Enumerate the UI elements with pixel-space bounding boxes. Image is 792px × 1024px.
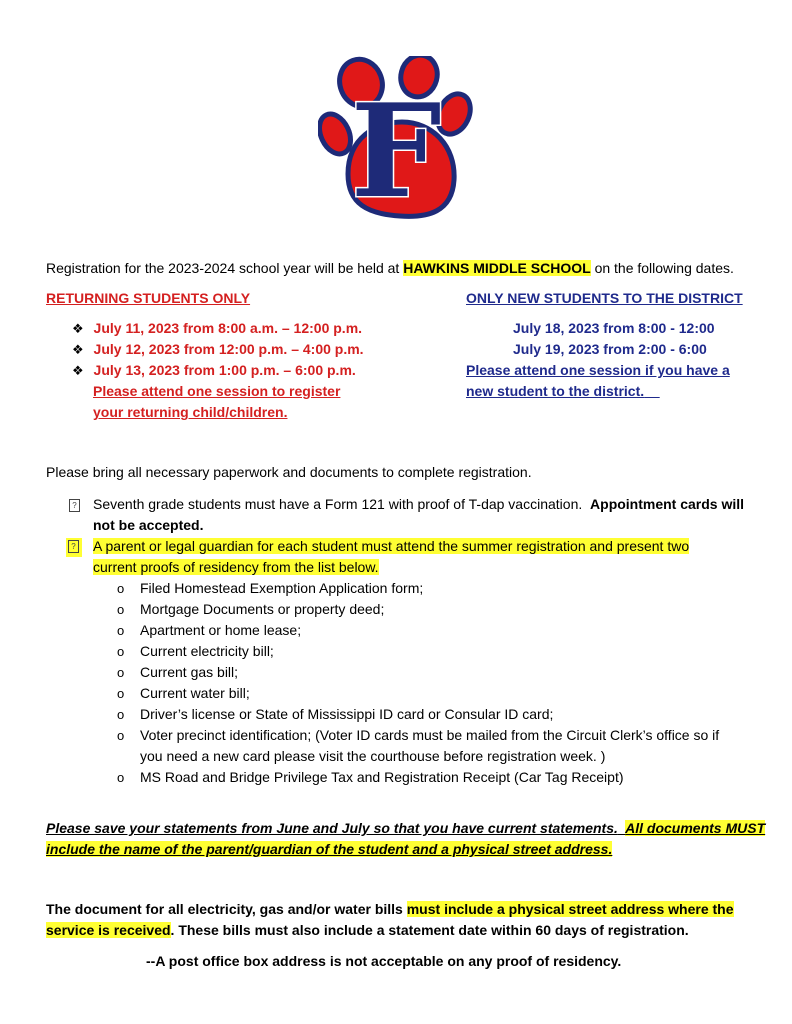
returning-session-2: ❖ July 12, 2023 from 12:00 p.m. – 4:00 p.m. [72,341,364,357]
new-students-heading: ONLY NEW STUDENTS TO THE DISTRICT [466,290,743,306]
proof-bullet: o [117,581,125,596]
proof-item: Driver’s license or State of Mississippi ID card or Consular ID card; [140,706,554,722]
proof-bullet: o [117,665,125,680]
school-paw-logo [318,56,474,222]
school-name: HAWKINS MIDDLE SCHOOL [403,260,591,276]
statements-line1: Please save your statements from June and July so that you have current statements. All documents MUST [46,820,766,836]
proof-bullet: o [117,644,125,659]
intro-line [46,258,734,279]
new-session-1: July 18, 2023 from 8:00 - 12:00 [513,320,715,336]
proof-item-continued: you need a new card please visit the courthouse before registration week. ) [140,748,606,764]
returning-session-3: ❖ July 13, 2023 from 1:00 p.m. – 6:00 p.m. [72,362,356,378]
intro-after: on the following dates. [594,260,734,276]
proof-bullet: o [117,728,125,743]
bills-line2: service is received. These bills must also include a statement date within 60 days of registration. [46,922,689,938]
bring-paperwork: Please bring all necessary paperwork and documents to complete registration. [46,464,532,480]
returning-session-1: ❖ July 11, 2023 from 8:00 a.m. – 12:00 p.m. [72,320,363,336]
requirement-1-line2: not be accepted. [93,517,204,533]
requirement-1-line1: Seventh grade students must have a Form 121 with proof of T-dap vaccination. Appointment cards will [93,496,745,512]
logo-letter: F [350,77,442,222]
new-note-line2: new student to the district. [466,383,645,399]
intro-before: Registration for the 2023-2024 school year will be held at [46,260,400,276]
diamond-bullet-icon: ❖ [72,363,84,378]
requirement-2-line2: current proofs of residency from the list below. [93,559,379,575]
proof-bullet: o [117,686,125,701]
new-note-line1: Please attend one session if you have a [466,362,730,378]
proof-item: Current electricity bill; [140,643,274,659]
statements-line2: include the name of the parent/guardian of the student and a physical street address. [46,841,613,857]
requirement-2-line1: A parent or legal guardian for each student must attend the summer registration and present two [93,538,690,554]
proof-bullet: o [117,623,125,638]
checkbox-bullet-icon: ? [66,538,82,557]
proof-bullet: o [117,602,125,617]
proof-item: Current gas bill; [140,664,239,680]
new-session-2: July 19, 2023 from 2:00 - 6:00 [513,341,707,357]
po-box-note: --A post office box address is not acceptable on any proof of residency. [146,953,622,969]
returning-note-line1: Please attend one session to register [93,383,341,399]
proof-item: Apartment or home lease; [140,622,302,638]
proof-item: MS Road and Bridge Privilege Tax and Registration Receipt (Car Tag Receipt) [140,769,624,785]
proof-item: Mortgage Documents or property deed; [140,601,385,617]
checkbox-bullet-icon: ? [69,497,80,515]
returning-note-line2: your returning child/children. [93,404,288,420]
proof-item: Filed Homestead Exemption Application form; [140,580,424,596]
diamond-bullet-icon: ❖ [72,321,84,336]
proof-item: Voter precinct identification; (Voter ID cards must be mailed from the Circuit Clerk’s office so if [140,727,720,743]
proof-item: Current water bill; [140,685,250,701]
proof-bullet: o [117,707,125,722]
diamond-bullet-icon: ❖ [72,342,84,357]
bills-line1: The document for all electricity, gas and/or water bills must include a physical street address where the [46,901,734,917]
returning-heading: RETURNING STUDENTS ONLY [46,290,251,306]
proof-bullet: o [117,770,125,785]
